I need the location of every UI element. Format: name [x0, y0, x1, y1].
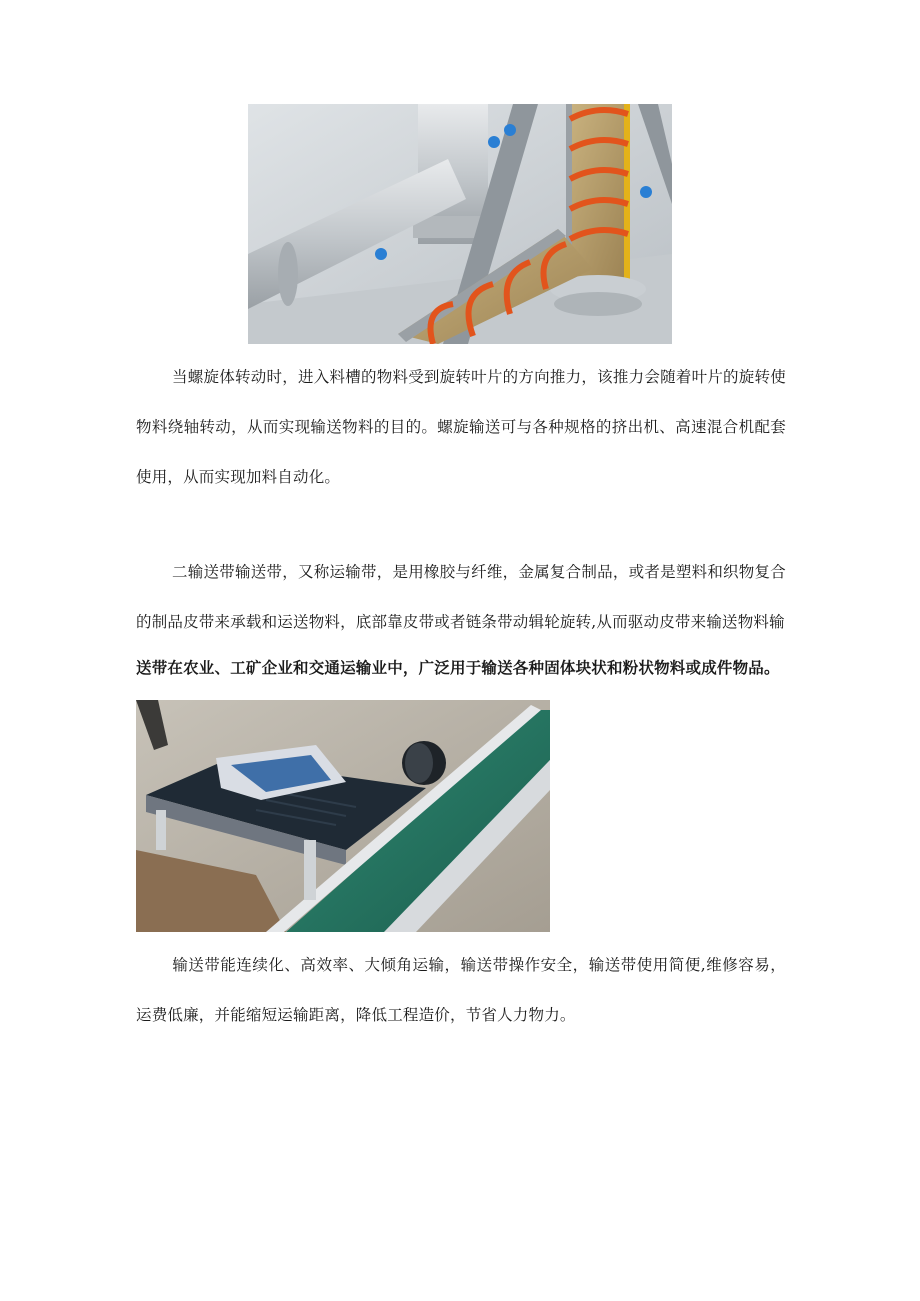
belt-conveyor-image: [136, 700, 550, 932]
paragraph-belt-advantages: [136, 940, 786, 1040]
paragraph-screw-conveyor: [136, 352, 786, 502]
paragraph-bold-line: 送带在农业、工矿企业和交通运输业中，广泛用于输送各种固体块状和粉状物料或成件物品。: [136, 658, 780, 677]
paragraph-belt-conveyor: [136, 547, 786, 647]
screw-conveyor-image: [248, 104, 672, 344]
paragraph-text: 二输送带输送带，又称运输带，是用橡胶与纤维，金属复合制品，或者是塑料和织物复合的制品皮带来承载和运送物料，底部靠皮带或者链条带动辑轮旋转,从而驱动皮带来输送物料输: [136, 563, 786, 631]
paragraph-text: 输送带能连续化、高效率、大倾角运输，输送带操作安全，输送带使用简便,维修容易，运费低廉，并能缩短运输距离，降低工程造价，节省人力物力。: [136, 956, 786, 1024]
paragraph-text: 当螺旋体转动时，进入料槽的物料受到旋转叶片的方向推力，该推力会随着叶片的旋转使物料绕轴转动，从而实现输送物料的目的。螺旋输送可与各种规格的挤出机、高速混合机配套使用，从而实现加料自动化。: [136, 368, 786, 486]
